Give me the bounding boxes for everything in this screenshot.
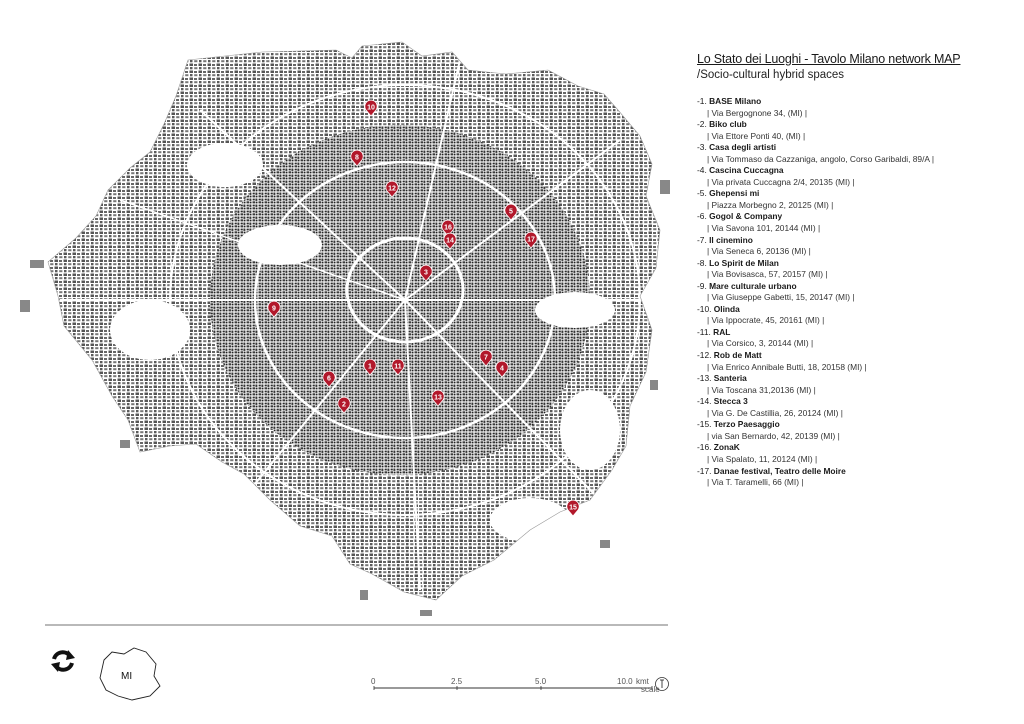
- legend-entry[interactable]: [697, 165, 1017, 188]
- legend-address: | Via Spalato, 11, 20124 (MI) |: [707, 453, 818, 464]
- marker-label: 7: [484, 354, 488, 362]
- scale-tick-3: 10.0: [617, 677, 633, 686]
- marker-label: 14: [446, 237, 454, 245]
- legend-entry[interactable]: [697, 281, 1017, 304]
- legend-name: Lo Spirit de Milan: [709, 257, 779, 268]
- legend-number: -1.: [697, 96, 707, 106]
- marker-label: 15: [569, 504, 577, 512]
- legend-entry[interactable]: [697, 119, 1017, 142]
- marker-label: 1: [368, 363, 372, 371]
- legend-number: -14.: [697, 396, 712, 407]
- marker-label: 5: [509, 208, 513, 216]
- inset-map: [100, 648, 160, 700]
- map-title: Lo Stato dei Luoghi - Tavolo Milano network MAP: [697, 52, 961, 66]
- legend-name: Il cinemino: [709, 234, 753, 245]
- legend-name: Stecca 3: [713, 396, 748, 407]
- legend-address: | via San Bernardo, 42, 20139 (MI) |: [707, 430, 840, 441]
- marker-label: 2: [342, 401, 346, 409]
- legend-entry[interactable]: [697, 327, 1017, 350]
- legend-entry[interactable]: [697, 466, 1017, 489]
- circular-arrows-icon: [51, 650, 75, 672]
- scale-unit: kmt: [636, 677, 649, 686]
- legend-number: -2.: [697, 119, 707, 130]
- legend-name: Danae festival, Teatro delle Moire: [713, 465, 846, 476]
- legend-address: | Via Bergognone 34, (MI) |: [707, 107, 808, 118]
- legend-name: Mare culturale urbano: [709, 280, 797, 291]
- legend-address: | Via Toscana 31,20136 (MI) |: [707, 384, 816, 395]
- legend-entry[interactable]: [697, 304, 1017, 327]
- legend-entry[interactable]: [697, 373, 1017, 396]
- legend-name: Cascina Cuccagna: [709, 165, 784, 176]
- legend-number: -12.: [697, 350, 712, 361]
- legend-address: | Via Ippocrate, 45, 20161 (MI) |: [707, 315, 825, 326]
- legend-number: -16.: [697, 442, 712, 453]
- legend-number: -17.: [697, 465, 712, 476]
- marker-label: 12: [388, 185, 396, 193]
- legend-address: | Via Ettore Ponti 40, (MI) |: [707, 130, 806, 141]
- marker-label: 13: [434, 394, 442, 402]
- legend-address: | Via privata Cuccagna 2/4, 20135 (MI) |: [707, 176, 855, 187]
- inset-label: MI: [121, 671, 133, 682]
- legend-number: -7.: [697, 234, 707, 245]
- marker-label: 9: [272, 305, 276, 313]
- legend-name: Terzo Paesaggio: [713, 419, 780, 430]
- legend-number: -6.: [697, 211, 707, 222]
- legend-name: Santeria: [713, 373, 747, 384]
- legend-number: -3.: [697, 142, 707, 153]
- legend-name: ZonaK: [713, 442, 740, 453]
- legend-entry[interactable]: [697, 211, 1017, 234]
- legend-address: | Via Corsico, 3, 20144 (MI) |: [707, 338, 814, 349]
- legend-address: | Via G. De Castillia, 26, 20124 (MI) |: [707, 407, 843, 418]
- marker-label: 8: [355, 154, 359, 162]
- location-legend: [697, 96, 1017, 489]
- legend-number: -9.: [697, 280, 707, 291]
- marker-label: 10: [367, 104, 375, 112]
- legend-address: | Via Seneca 6, 20136 (MI) |: [707, 246, 811, 257]
- scale-tick-0: 0: [371, 677, 376, 686]
- legend-address: | Via T. Taramelli, 66 (MI) |: [707, 477, 804, 488]
- legend-address: | Via Bovisasca, 57, 20157 (MI) |: [707, 269, 828, 280]
- legend-number: -4.: [697, 165, 707, 176]
- scale-caption: scale: [641, 685, 660, 694]
- legend-number: -15.: [697, 419, 712, 430]
- legend-name: Ghepensi mi: [709, 188, 760, 199]
- legend-entry[interactable]: [697, 396, 1017, 419]
- scale-bar: [371, 677, 660, 694]
- legend-address: | Via Giuseppe Gabetti, 15, 20147 (MI) |: [707, 292, 855, 303]
- map-subtitle: /Socio-cultural hybrid spaces: [697, 69, 845, 81]
- legend-address: | Via Tommaso da Cazzaniga, angolo, Corso Garibaldi, 89/A |: [707, 153, 935, 164]
- marker-label: 6: [327, 375, 331, 383]
- legend-address: | Via Savona 101, 20144 (MI) |: [707, 223, 821, 234]
- legend-entry[interactable]: [697, 188, 1017, 211]
- legend-name: Rob de Matt: [713, 350, 762, 361]
- legend-entry[interactable]: [697, 142, 1017, 165]
- legend-number: -8.: [697, 257, 707, 268]
- legend-name: Olinda: [713, 303, 740, 314]
- legend-entry[interactable]: [697, 258, 1017, 281]
- legend-name: Gogol & Company: [709, 211, 783, 222]
- legend-entry[interactable]: [697, 442, 1017, 465]
- urban-fabric: [40, 40, 670, 620]
- legend-name: BASE Milano: [709, 96, 762, 106]
- marker-label: 3: [424, 269, 428, 277]
- legend-name: RAL: [713, 326, 731, 337]
- marker-label: 11: [394, 363, 402, 371]
- legend-name: Casa degli artisti: [709, 142, 777, 153]
- legend-address: | Via Enrico Annibale Butti, 18, 20158 (MI) |: [707, 361, 867, 372]
- legend-entry[interactable]: [697, 96, 1017, 119]
- legend-number: -13.: [697, 373, 712, 384]
- marker-label: 4: [500, 365, 504, 373]
- legend-address: | Piazza Morbegno 2, 20125 (MI) |: [707, 199, 834, 210]
- legend-number: -11.: [697, 326, 711, 337]
- scale-tick-1: 2.5: [451, 677, 463, 686]
- map-marker[interactable]: [567, 500, 579, 516]
- legend-number: -10.: [697, 303, 712, 314]
- legend-name: Biko club: [709, 119, 747, 130]
- marker-label: 17: [527, 236, 535, 244]
- scale-tick-2: 5.0: [535, 677, 547, 686]
- legend-entry[interactable]: [697, 350, 1017, 373]
- marker-label: 16: [444, 224, 452, 232]
- legend-entry[interactable]: [697, 419, 1017, 442]
- legend-entry[interactable]: [697, 235, 1017, 258]
- legend-number: -5.: [697, 188, 707, 199]
- north-arrow-icon: [656, 678, 669, 691]
